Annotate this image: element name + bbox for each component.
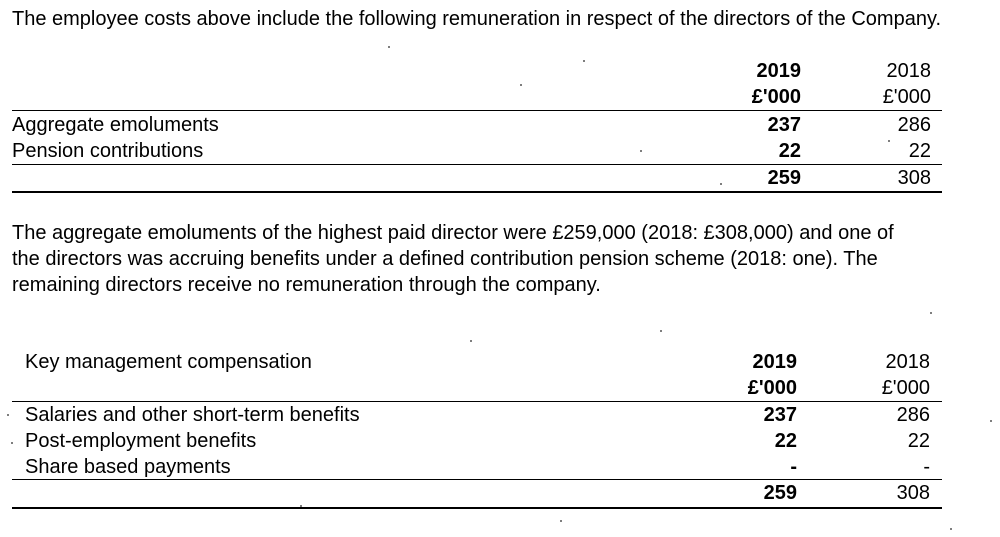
row-label: Pension contributions [12,140,204,162]
row-value-2018: 286 [897,114,931,136]
table-row [0,428,1000,454]
scan-speck [560,520,562,522]
table2-col-2018-unit: £'000 [881,377,930,399]
table1-header-year [0,58,1000,84]
scan-speck [388,46,390,48]
row-label: Aggregate emoluments [12,114,219,136]
scan-speck [888,140,890,142]
table2-heading: Key management compensation [25,351,312,373]
row-value-2019: - [790,456,797,478]
scan-speck [583,60,585,62]
table2-col-2019-year: 2019 [752,351,797,373]
scan-speck [660,330,662,332]
row-label: Salaries and other short-term benefits [25,404,360,426]
table2-col-2019-unit: £'000 [747,377,797,399]
scan-speck [300,505,302,507]
row-label: Post-employment benefits [25,430,257,452]
table2-header-unit [0,375,1000,401]
table2-total-rule [12,507,942,509]
table2-col-2018-year: 2018 [885,351,930,373]
row-value-2019: 237 [763,404,797,426]
row-value-2018: - [923,456,930,478]
row-value-2018: 286 [896,404,930,426]
scan-speck [470,340,472,342]
scan-speck [11,442,13,444]
table1-col-2018-unit: £'000 [882,86,931,108]
scan-speck [930,312,932,314]
table1-col-2019-year: 2019 [756,60,801,82]
total-value-2019: 259 [767,167,801,189]
table-row [0,138,1000,164]
scan-speck [720,183,722,185]
scan-speck [640,150,642,152]
table2-header-year [0,349,1000,375]
scan-speck [990,420,992,422]
table1-total-rule [12,191,942,193]
scan-speck [7,414,9,416]
intro-paragraph: The employee costs above include the following remuneration in respect of the directors of the Company. [12,8,942,30]
table1-total-row [0,165,1000,191]
row-value-2019: 22 [778,140,801,162]
highest-paid-director-paragraph: The aggregate emoluments of the highest paid director were £259,000 (2018: £308,000) and one of the directors was accruing benefits under a defined contribution pension scheme (2018: one). The remaining directors receive no remuneration through the company. [12,222,894,296]
table-row [0,112,1000,138]
table1-header-unit [0,84,1000,110]
table1-col-2019-unit: £'000 [751,86,801,108]
total-value-2018: 308 [896,482,930,504]
table2-total-row [0,480,1000,506]
total-value-2019: 259 [763,482,797,504]
table1-col-2018-year: 2018 [886,60,931,82]
scan-speck [950,528,952,530]
table1-header-rule [12,110,942,111]
row-label: Share based payments [25,456,231,478]
row-value-2018: 22 [907,430,930,452]
total-value-2018: 308 [897,167,931,189]
row-value-2019: 237 [767,114,801,136]
table-row [0,402,1000,428]
table-row [0,454,1000,480]
row-value-2018: 22 [908,140,931,162]
scan-speck [520,84,522,86]
row-value-2019: 22 [774,430,797,452]
